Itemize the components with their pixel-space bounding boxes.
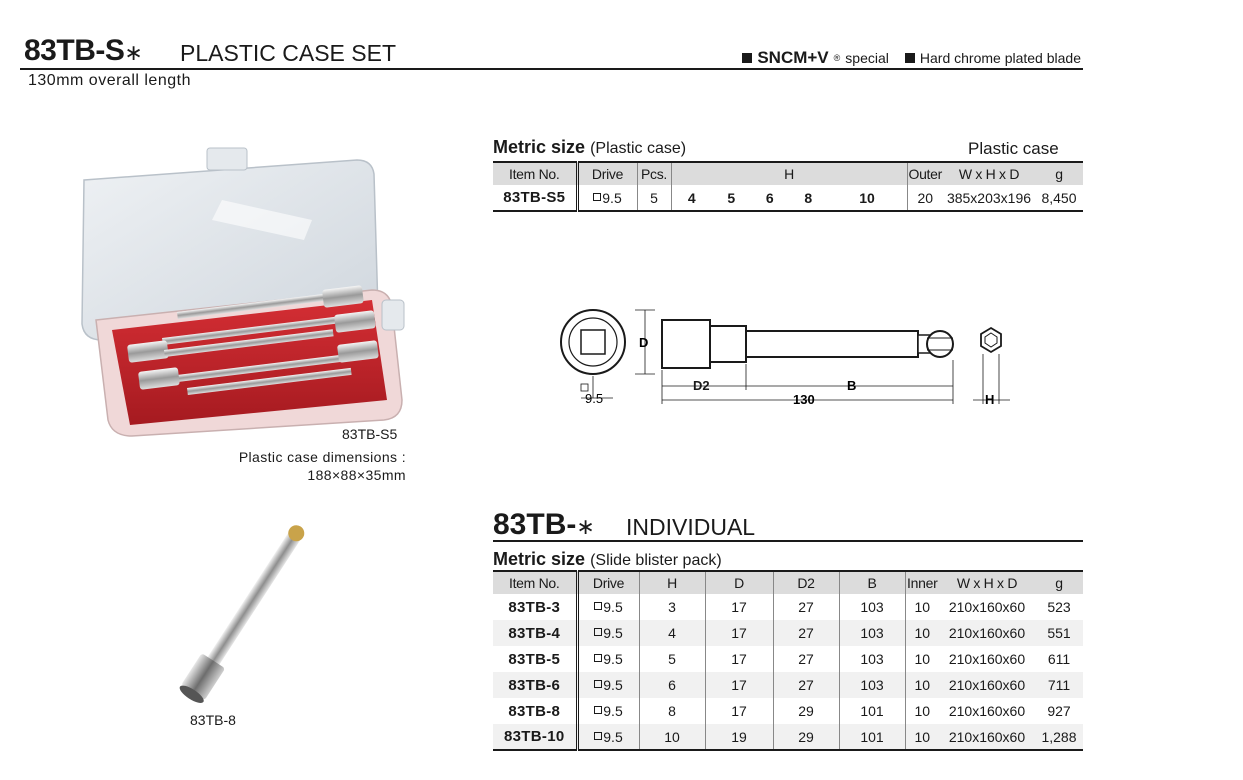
col-h: H xyxy=(639,571,705,594)
h-label: H xyxy=(985,392,995,407)
col-h: H xyxy=(671,162,907,185)
d2-label: D2 xyxy=(693,378,710,393)
individual-title: INDIVIDUAL xyxy=(626,514,756,540)
plastic-case-photo xyxy=(72,140,432,445)
col-d2: D2 xyxy=(773,571,839,594)
table-header-row xyxy=(493,571,1083,594)
col-weight: g xyxy=(1035,162,1083,185)
table-row: 83TB-6 9.5 6 17 27 103 10 210x160x60 711 xyxy=(493,672,1083,698)
overall-length-note: 130mm overall length xyxy=(28,72,191,89)
b-label: B xyxy=(847,378,857,393)
col-drive: Drive xyxy=(577,162,637,185)
bullet-square-icon xyxy=(742,53,752,63)
feature-plating: Hard chrome plated blade xyxy=(905,48,1081,68)
col-b: B xyxy=(839,571,905,594)
col-inner: Inner xyxy=(905,571,939,594)
table-row: 83TB-5 9.5 5 17 27 103 10 210x160x60 611 xyxy=(493,646,1083,672)
bullet-square-icon xyxy=(905,53,915,63)
table-row: 83TB-3 9.5 3 17 27 103 10 210x160x60 523 xyxy=(493,594,1083,620)
product-title: PLASTIC CASE SET xyxy=(180,40,397,66)
single-tool-caption: 83TB-8 xyxy=(190,712,236,728)
square-drive-icon xyxy=(594,602,602,610)
individual-code: 83TB-∗ xyxy=(493,508,595,541)
table-row: 83TB-10 9.5 10 19 29 101 10 210x160x60 1,288 xyxy=(493,724,1083,750)
table-header-row xyxy=(493,162,1083,185)
col-dims: W x H x D xyxy=(939,571,1035,594)
feature-material: SNCM+V ® special xyxy=(742,48,889,68)
individual-table-title: Metric size (Slide blister pack) xyxy=(493,549,722,569)
table-row: 83TB-8 9.5 8 17 29 101 10 210x160x60 927 xyxy=(493,698,1083,724)
dimension-diagram xyxy=(555,300,1015,420)
case-set-caption: 83TB-S5 xyxy=(342,426,398,442)
col-item-no: Item No. xyxy=(493,162,577,185)
table-row: 83TB-4 9.5 4 17 27 103 10 210x160x60 551 xyxy=(493,620,1083,646)
square-drive-icon xyxy=(594,680,602,688)
col-weight: g xyxy=(1035,571,1083,594)
col-dims: W x H x D xyxy=(943,162,1035,185)
col-pcs: Pcs. xyxy=(637,162,671,185)
drive-size-label: 9.5 xyxy=(585,391,604,406)
table-row: 83TB-S5 9.5 5 4 5 6 8 10 20 385x203x196 8,450 xyxy=(493,185,1083,211)
square-drive-icon xyxy=(594,732,602,740)
overall-length-label: 130 xyxy=(793,392,815,407)
case-dimensions-caption: Plastic case dimensions : 188×88×35mm xyxy=(238,449,406,483)
col-drive: Drive xyxy=(577,571,639,594)
d-label: D xyxy=(639,335,649,350)
individual-header xyxy=(493,508,1083,542)
square-drive-icon xyxy=(593,193,601,201)
individual-spec-table xyxy=(493,570,1083,751)
square-drive-icon xyxy=(594,628,602,636)
page-header xyxy=(20,34,1083,70)
col-d: D xyxy=(705,571,773,594)
product-code: 83TB-S∗ xyxy=(24,34,143,67)
square-drive-icon xyxy=(594,706,602,714)
set-table-title: Metric size (Plastic case) xyxy=(493,137,687,157)
col-item-no: Item No. xyxy=(493,571,577,594)
set-spec-table xyxy=(493,161,1083,212)
square-drive-icon xyxy=(594,654,602,662)
feature-list xyxy=(742,48,1081,68)
single-tool-photo xyxy=(118,508,368,738)
col-outer: Outer xyxy=(907,162,943,185)
set-table-right-label: Plastic case xyxy=(968,139,1059,158)
